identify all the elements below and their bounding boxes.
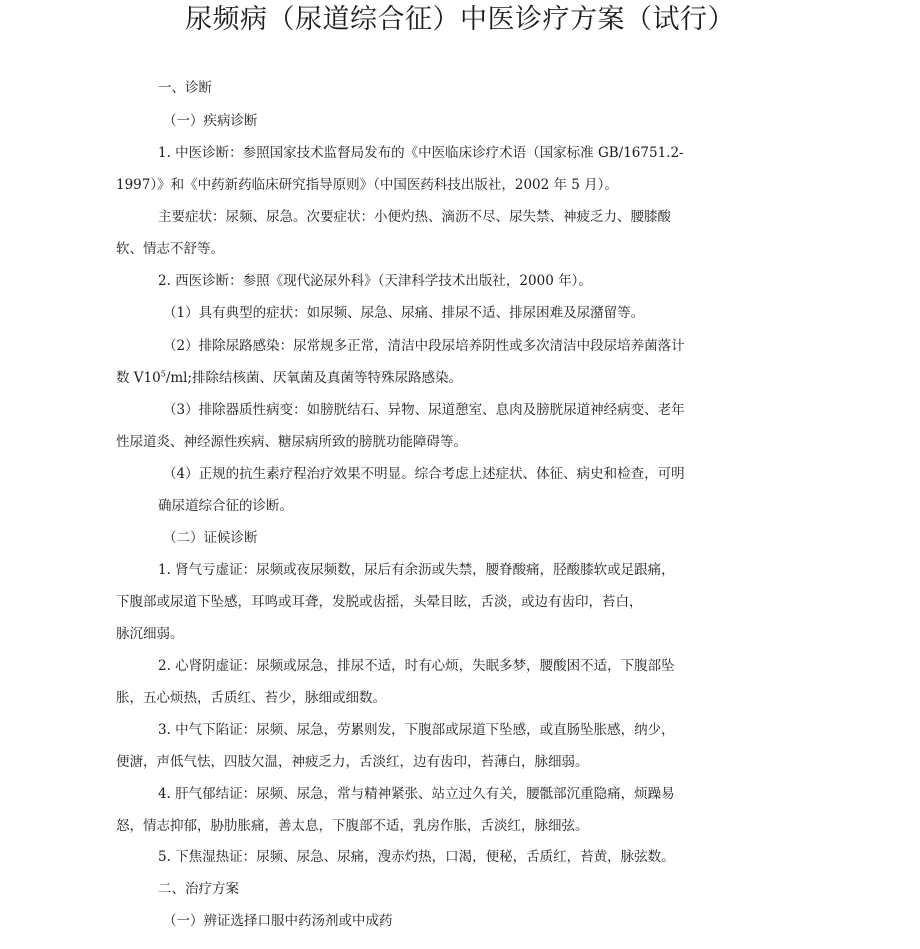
subsection-heading-oral-medicine: （一）辨证选择口服中药汤剂或中成药 [163,913,393,929]
document-title: 尿频病（尿道综合征）中医诊疗方案（试行） [185,4,735,35]
paragraph-syndrome-2-line-1: 2. 心肾阴虚证：尿频或尿急，排尿不适，时有心烦，失眠多梦，腰酸困不适，下腹部坠 [158,658,675,674]
paragraph-syndrome-3-line-2: 便溏，声低气怯，四肢欠温，神疲乏力，舌淡红，边有齿印，苔薄白，脉细弱。 [116,754,589,770]
paragraph-criterion-2-line-1: （2）排除尿路感染：尿常规多正常，清洁中段尿培养阴性或多次清洁中段尿培养菌落计 [163,338,685,354]
paragraph-syndrome-1-line-3: 脉沉细弱。 [116,626,184,642]
paragraph-syndrome-1-line-1: 1. 肾气亏虚证：尿频或夜尿频数，尿后有余沥或失禁，腰脊酸痛，胫酸膝软或足跟痛， [158,562,675,578]
paragraph-syndrome-3-line-1: 3. 中气下陷证：尿频、尿急，劳累则发，下腹部或尿道下坠感，或直肠坠胀感，纳少， [158,722,675,738]
paragraph-tcm-diagnosis-line-1: 1. 中医诊断：参照国家技术监督局发布的《中医临床诊疗术语（国家标准 GB/16751.2- [158,145,684,161]
subsection-heading-disease-diagnosis: （一）疾病诊断 [163,113,258,129]
paragraph-criterion-3-line-2: 性尿道炎、神经源性疾病、糖尿病所致的膀胱功能障碍等。 [116,434,467,450]
paragraph-criterion-2-line-2 [116,368,462,388]
paragraph-symptoms-line-1: 主要症状：尿频、尿急。次要症状：小便灼热、滴沥不尽、尿失禁、神疲乏力、腰膝酸 [158,209,671,225]
paragraph-criterion-1: （1）具有典型的症状：如尿频、尿急、尿痛、排尿不适、排尿困难及尿潴留等。 [163,305,645,321]
paragraph-tcm-diagnosis-line-2: 1997）》和《中药新药临床研究指导原则》（中国医药科技出版社，2002 年 5 月）。 [116,177,618,193]
paragraph-syndrome-1-line-2: 下腹部或尿道下坠感，耳鸣或耳聋，发脱或齿摇，头晕目眩，舌淡，或边有齿印，苔白， [116,594,643,610]
paragraph-symptoms-line-2: 软、情志不舒等。 [116,241,224,257]
paragraph-western-diagnosis: 2. 西医诊断：参照《现代泌尿外科》（天津科学技术出版社，2000 年）。 [158,273,592,289]
criterion-2-exponent: 5 [160,369,166,379]
subsection-heading-syndrome-diagnosis: （二）证候诊断 [163,530,258,546]
section-heading-treatment: 二、治疗方案 [158,881,239,897]
criterion-2-prefix: 数 V10 [116,370,161,386]
paragraph-criterion-4-line-2: 确尿道综合征的诊断。 [158,498,293,514]
section-heading-diagnosis: 一、诊断 [158,80,212,96]
paragraph-criterion-4-line-1: （4）正规的抗生素疗程治疗效果不明显。综合考虑上述症状、体征、病史和检查，可明 [163,466,685,482]
criterion-2-suffix: /ml;排除结核菌、厌氧菌及真菌等特殊尿路感染。 [165,370,463,386]
paragraph-syndrome-4-line-1: 4. 肝气郁结证：尿频、尿急，常与精神紧张、站立过久有关，腰骶部沉重隐痛，烦躁易 [158,786,675,802]
paragraph-syndrome-2-line-2: 胀，五心烦热，舌质红、苔少，脉细或细数。 [116,690,386,706]
paragraph-criterion-3-line-1: （3）排除器质性病变：如膀胱结石、异物、尿道憩室、息肉及膀胱尿道神经病变、老年 [163,402,685,418]
paragraph-syndrome-4-line-2: 怒，情志抑郁，胁肋胀痛，善太息，下腹部不适，乳房作胀，舌淡红，脉细弦。 [116,818,589,834]
paragraph-syndrome-5: 5. 下焦湿热证：尿频、尿急、尿痛，溲赤灼热，口渴，便秘，舌质红，苔黄，脉弦数。 [158,849,675,865]
